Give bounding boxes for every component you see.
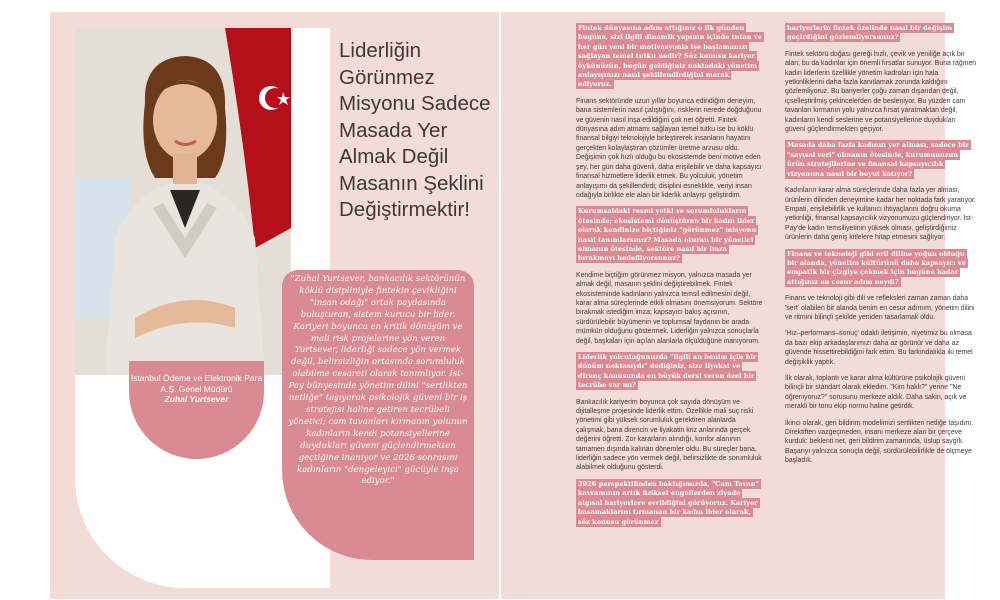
interview-answer: Fintek sektörü doğası gereği hızlı, çevik ve yeniliğe açık bir alan; bu da kadınlar için önemli fırsatlar sunuyor. Buna rağmen kadın liderlerin özellikle yönetim kadroları için hala yetkinliklerini daha fazla kanıtlamak zorunda kaldığını gözlemliyoruz. Bu bariyerler çoğu zaman dışarıdan değil, içselleştirilmiş çekincelerden de besleniyor. Bu yüzden cam tavanları kırmanın yolu yalnızca fırsat yaratmaktan değil, kadınların kendi seslerine ve potansiyellerine duydukları güveni güçlendirmekten geçiyor. (785, 50, 977, 134)
interview-answer: Kadınların karar alma süreçlerinde daha fazla yer alması, ürünlerin dilinden deneyimine kadar her noktada fark yaratıyor. Empati, erişilebilirlik ve kullanıcı ihtiyaçlarını doğru okuma yetkinliği, finansal kapsayıcılık vizyonumuzu güçlendiriyor. İst-Pay'de kadın temsiliyetinin yüksek olması, geliştirdiğimiz ürünlerin daha geniş kitlelere hitap etmesini sağlıyor. (785, 187, 976, 242)
interview-column-1 (576, 24, 764, 534)
interview-question (785, 141, 977, 179)
magazine-spread (50, 12, 977, 599)
question-highlight: bariyerlerin fintek özelinde nasıl bir değişim geçirdiğini gözlemliyorsunuz? (787, 24, 953, 42)
question-highlight: 2026 perspektifinden baktığımızda, "Cam Tavan" kavramının artık fiziksel engellerden ziyade algısal bariyerlere evrildiğini görüyoruz. Kariyer basamaklarını tırmanan bir kadın lider olarak, söz konusu görünmez (578, 479, 759, 526)
interview-question (785, 250, 977, 288)
question-highlight: Fintek dünyasına adım attığınız o ilk günden bugüne, sizi ilgili dinamik yapının içinde tutan ve her gün yeni bir motivasyonla işe başlamanızı sağlayan temel tutku nedir? Söz konusu kariyer öykünüzün, bugün geldiğiniz noktadaki yönetim anlayışınızı nasıl şekillendirdiğini merak ediyoruz. (578, 24, 762, 89)
interview-answer: İkinci olarak, geri bildirim modelimizi sertlikten netliğe taşıdım. Direktiften vazgeçmeden, insanı merkeze alan bir çerçeve kurduk: beklenti net, geri bildirim zamanında, üslup saygılı. Başarıyı yalnızca sonuçla değil, sürdürülebilirlikle de ölçmeye başladık. (785, 419, 974, 465)
interview-column-2 (785, 24, 977, 473)
interview-question (576, 353, 764, 391)
interview-answer: Bankacılık kariyerim boyunca çok sayıda dönüşüm ve dijitalleşme projesinde liderlik ettim. Özellikle mali suç riski yönetimi gibi yüksek sorumluluk gerektiren alanlarda çalışmak, bana direncin ve liyakatin kriz anlarında gerçek değerini öğretti. Zor kararların alındığı, konfor alanının tamamen dışında kalınan dönemler oldu. Bu süreçler bana, liderliğin sadece yön vermek değil, belirsizlikte de sorumluluk alabilmek olduğunu gösterdi. (576, 398, 762, 472)
photo-caption (129, 373, 264, 405)
interview-answer: Finans sektöründe uzun yıllar boyunca edindiğim deneyim, bana sistemlerin nasıl çalıştığını, risklerin nerede doğduğunu ve güvenin nasıl inşa edildiğini çok net öğretti. Fintek dünyasına adım atmamı sağlayan temel tutku ise bu köklü finansal bilgiyi teknolojiyle birleştirerek insanların hayatını gerçekten kolaylaştıran çözümler üretme arzusu oldu. Değişimin çok hızlı olduğu bu ekosistemde beni motive eden şey, her gün daha güvenli, daha erişilebilir ve daha kapsayıcı finansal hizmetlere liderlik etmek. Bu yolculuk, yönetim anlayışımı da şekillendirdi; disiplini esneklikle, veriyi insan odağıyla birlikte ele alan bir liderlik anlayışı geliştirdim. (576, 97, 762, 199)
portrait-illustration (75, 28, 291, 375)
interview-answer: İlk olarak, toplantı ve karar alma kültürüne psikolojik güveni bilinçli bir standart olarak ekledim. "Kim haklı?" yerine "Ne öğreniyoruz?" sorusunu merkeze aldık. Daha sakin, açık ve merakli bir tonu ekip normu haline getirdik. (785, 375, 967, 411)
caption-name: Zuhal Yurtsever (164, 394, 229, 404)
interview-question (576, 24, 764, 90)
interview-question (785, 24, 977, 43)
interview-answer: Kendime biçtiğim görünmez misyon, yalnızca masada yer almak değil, masanın şeklini değiştirebilmek. Fintek ekosisteminde kadınların yalnızca temsil edilmesini değil, karar alma süreçlerinde etkili olmasını önemsiyorum. Sektöre bırakmak istediğim imza; kapsayıcı bakış açısının, sürdürülebilir büyümenin ve toplumsal faydanın bir arada mümkün olduğunu göstermek. Liderliğin yalnızca sonuçlarla değil, başkaları için açılan alanlarla ölçüldüğüne inanıyorum. (576, 271, 763, 345)
interview-answer: Finans ve teknoloji gibi dili ve refleksleri zaman zaman daha 'sert' olabilen bir alanda benim en cesur adımım, yönetim dilini ve ritmini bilinçli şekilde yeniden tasarlamak oldu. (785, 295, 975, 321)
headline: Liderliğin Görünmez Misyonu Sadece Masada Yer Almak Değil Masanın Şeklini Değiştirmektir! (339, 39, 491, 221)
caption-title: İstanbul Ödeme ve Elektronik Para A.Ş. Genel Müdürü (130, 373, 263, 394)
question-highlight: Finans ve teknoloji gibi eril diline yoğun olduğu bir alanda, yönetim kültürünü daha kapsayıcı ve empatik bir çizgiye çekmek için bugüne kadar attığınız en cesur adım neydi? (787, 249, 966, 286)
question-highlight: Masada daha fazla kadının yer alması, sadece bir "sayısal veri" olmanın ötesinde, kurumunuzun ürün stratejilerine ve finansal kapsayıcılık vizyonuna nasıl bir boyut katıyor? (787, 141, 969, 178)
interview-question (576, 207, 764, 263)
question-highlight: Kurumsaldaki resmi yetki ve sorumlulukların ötesinde; ekosistemi dönüştüren bir kadın lider olarak kendinize biçtiğiniz "görünmez" misyonu nasıl tanımlarsınız? Masada oturan bir yönetici olmanın ötesinde, sektöre nasıl bir imza bırakmayı hedefliyorsunuz? (578, 207, 757, 263)
interview-question (576, 480, 764, 527)
interview-answer: 'Hız–performans–sonuç' odaklı iletişimin, niyetimiz bu olmasa da bazı ekip arkadaşlarımızı daha az görünür ve daha az güvende hissettirebildiğini fark ettim. Bu farkındalıkla iki temel değişiklik yaptık. (785, 330, 973, 366)
portrait-photo (75, 28, 291, 375)
pull-quote: "Zuhal Yurtsever, bankacılık sektörünün köklü disipliniyle fintekin çevikliğini "insan odağı" ortak paydasında buluşturan, sistem kurucu bir lider. Kariyeri boyunca en kritik dönüşüm ve mali risk projelerine yön veren Yurtsever, liderliği sadece yön vermek değil, belirsizliğin ortasında sorumluluk alabilme cesareti olarak tanımlıyor. İst-Pay bünyesinde yönetim dilini "sertlikten netliğe" taşıyarak psikolojik güveni bir iş stratejisi haline getiren tecrübeli yönetici; cam tavanları kırmanın yolunun kadınların kendi potansiyellerine duydukları güveni güçlendirmekten geçtiğine inanıyor ve 2026 sonrasını kadınların "dengeleyici" gücüyle inşa ediyor." (288, 274, 468, 487)
question-highlight: Liderlik yolculuğunuzda "ilgili an benim için bir dönüm noktasıydı" dediğiniz, size liyakat ve direnç konusunda en büyük dersi veren özel bir tecrübe var mı? (578, 353, 757, 390)
